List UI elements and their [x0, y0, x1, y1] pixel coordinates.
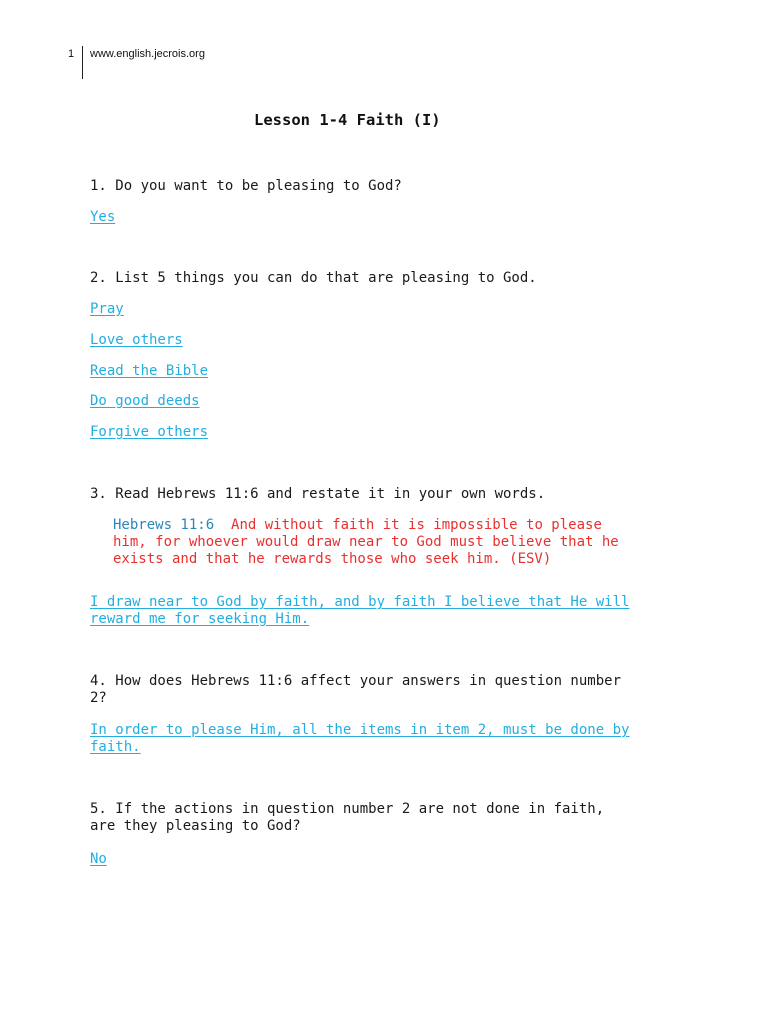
verse-text: And without faith it is impossible to please him, for whoever would draw near to God must believe that he exists and that he rewards those who seek him. (ESV)	[113, 517, 619, 567]
answer-2-item-pray[interactable]: Pray	[90, 301, 124, 317]
question-2-prompt: 2. List 5 things you can do that are pleasing to God.	[90, 270, 537, 286]
answer-5-link[interactable]: No	[90, 851, 107, 867]
page-title: Lesson 1-4 Faith (I)	[254, 111, 441, 129]
site-url: www.english.jecrois.org	[90, 48, 205, 60]
verse-quote	[113, 517, 673, 568]
question-5-prompt: 5. If the actions in question number 2 are not done in faith, are they pleasing to God?	[90, 801, 605, 834]
verse-reference: Hebrews 11:6	[113, 517, 215, 533]
answer-4-link[interactable]: In order to please Him, all the items in item 2, must be done by faith.	[90, 722, 630, 755]
question-4-prompt: 4. How does Hebrews 11:6 affect your answers in question number 2?	[90, 673, 622, 706]
header-divider	[82, 46, 83, 79]
answer-3-link[interactable]: I draw near to God by faith, and by faith I believe that He will reward me for seeking Him.	[90, 594, 630, 627]
answer-2-item-love-others[interactable]: Love others	[90, 332, 183, 348]
answer-2-item-read-bible[interactable]: Read the Bible	[90, 363, 209, 379]
answer-2-item-good-deeds[interactable]: Do good deeds	[90, 393, 200, 409]
page-number: 1	[68, 48, 75, 60]
question-1-prompt: 1. Do you want to be pleasing to God?	[90, 178, 402, 194]
answer-1-link[interactable]: Yes	[90, 209, 116, 225]
answer-2-item-forgive-others[interactable]: Forgive others	[90, 424, 209, 440]
question-3-prompt: 3. Read Hebrews 11:6 and restate it in your own words.	[90, 486, 546, 502]
